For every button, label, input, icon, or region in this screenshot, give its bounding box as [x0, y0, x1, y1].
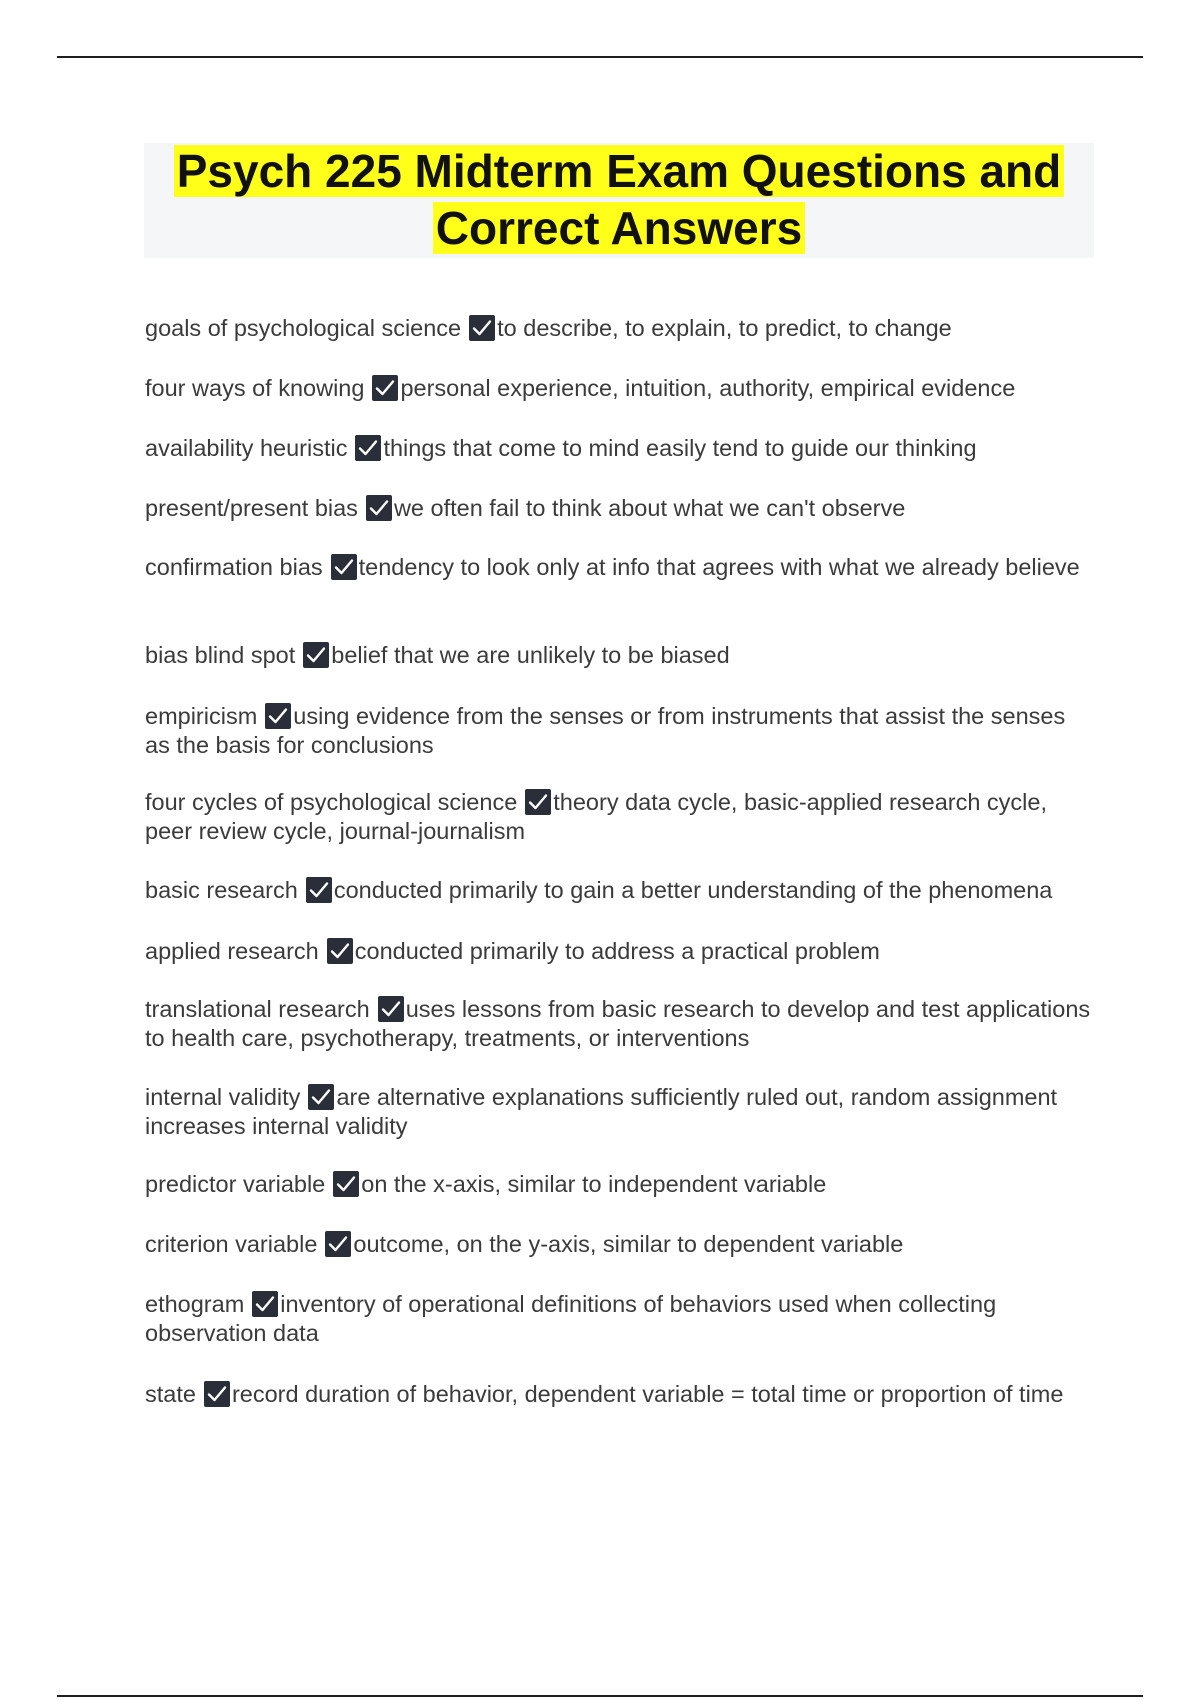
qa-term: applied research: [145, 938, 319, 964]
checkbox-checked-icon: [366, 495, 392, 521]
qa-answer: tendency to look only at info that agrees with what we already believe: [358, 554, 1080, 580]
qa-item: [145, 374, 1095, 403]
page-title-line-2: Correct Answers: [433, 202, 805, 254]
checkbox-checked-icon: [303, 642, 329, 668]
qa-item: [145, 1083, 1095, 1141]
qa-item: [145, 553, 1095, 582]
checkbox-checked-icon: [325, 1231, 351, 1257]
qa-answer: to describe, to explain, to predict, to change: [497, 315, 952, 341]
qa-answer: conducted primarily to address a practical problem: [354, 938, 880, 964]
checkbox-checked-icon: [372, 375, 398, 401]
top-rule: [57, 56, 1143, 58]
qa-item: [145, 995, 1095, 1053]
qa-term: bias blind spot: [145, 642, 296, 668]
qa-item: [145, 1170, 1095, 1199]
qa-item: [145, 702, 1095, 760]
checkbox-checked-icon: [331, 554, 357, 580]
qa-answer: belief that we are unlikely to be biased: [331, 642, 730, 668]
page-title-line-1: Psych 225 Midterm Exam Questions and: [174, 145, 1065, 197]
qa-answer: are alternative explanations sufficiently ruled out, random assignment increases internal validity: [145, 1084, 1058, 1139]
qa-answer: outcome, on the y-axis, similar to dependent variable: [353, 1231, 904, 1257]
qa-term: four ways of knowing: [145, 375, 365, 401]
qa-term: state: [145, 1381, 196, 1407]
title-block: [144, 143, 1094, 258]
qa-item: [145, 1230, 1095, 1259]
qa-term: present/present bias: [145, 495, 358, 521]
qa-term: basic research: [145, 877, 298, 903]
checkbox-checked-icon: [204, 1381, 230, 1407]
qa-term: goals of psychological science: [145, 315, 462, 341]
checkbox-checked-icon: [308, 1084, 334, 1110]
qa-answer: on the x-axis, similar to independent variable: [361, 1171, 827, 1197]
qa-term: translational research: [145, 996, 370, 1022]
checkbox-checked-icon: [355, 435, 381, 461]
checkbox-checked-icon: [469, 315, 495, 341]
qa-answer: personal experience, intuition, authority, empirical evidence: [400, 375, 1016, 401]
checkbox-checked-icon: [525, 789, 551, 815]
qa-item: [145, 314, 1095, 343]
qa-item: [145, 937, 1095, 966]
qa-item: [145, 494, 1095, 523]
qa-answer: inventory of operational definitions of behaviors used when collecting observation data: [145, 1291, 997, 1346]
checkbox-checked-icon: [306, 877, 332, 903]
checkbox-checked-icon: [265, 703, 291, 729]
checkbox-checked-icon: [333, 1171, 359, 1197]
qa-answer: theory data cycle, basic-applied research cycle, peer review cycle, journal-journalism: [145, 789, 1048, 844]
qa-answer: uses lessons from basic research to develop and test applications to health care, psychotherapy, treatments, or interventions: [145, 996, 1091, 1051]
qa-term: criterion variable: [145, 1231, 318, 1257]
qa-answer: things that come to mind easily tend to guide our thinking: [383, 435, 977, 461]
qa-term: ethogram: [145, 1291, 245, 1317]
qa-item: [145, 641, 1095, 670]
checkbox-checked-icon: [378, 996, 404, 1022]
qa-answer: using evidence from the senses or from instruments that assist the senses as the basis for conclusions: [145, 703, 1066, 758]
qa-term: confirmation bias: [145, 554, 323, 580]
qa-answer: record duration of behavior, dependent variable = total time or proportion of time: [231, 1381, 1064, 1407]
qa-item: [145, 1290, 1095, 1348]
qa-term: four cycles of psychological science: [145, 789, 518, 815]
qa-term: internal validity: [145, 1084, 301, 1110]
qa-item: [145, 876, 1095, 905]
qa-term: predictor variable: [145, 1171, 326, 1197]
qa-item: [145, 1380, 1095, 1409]
qa-item: [145, 788, 1095, 846]
qa-item: [145, 434, 1095, 463]
qa-answer: we often fail to think about what we can't observe: [393, 495, 906, 521]
qa-answer: conducted primarily to gain a better understanding of the phenomena: [333, 877, 1053, 903]
qa-term: empiricism: [145, 703, 258, 729]
bottom-rule: [57, 1695, 1143, 1697]
qa-term: availability heuristic: [145, 435, 348, 461]
checkbox-checked-icon: [252, 1291, 278, 1317]
checkbox-checked-icon: [327, 938, 353, 964]
